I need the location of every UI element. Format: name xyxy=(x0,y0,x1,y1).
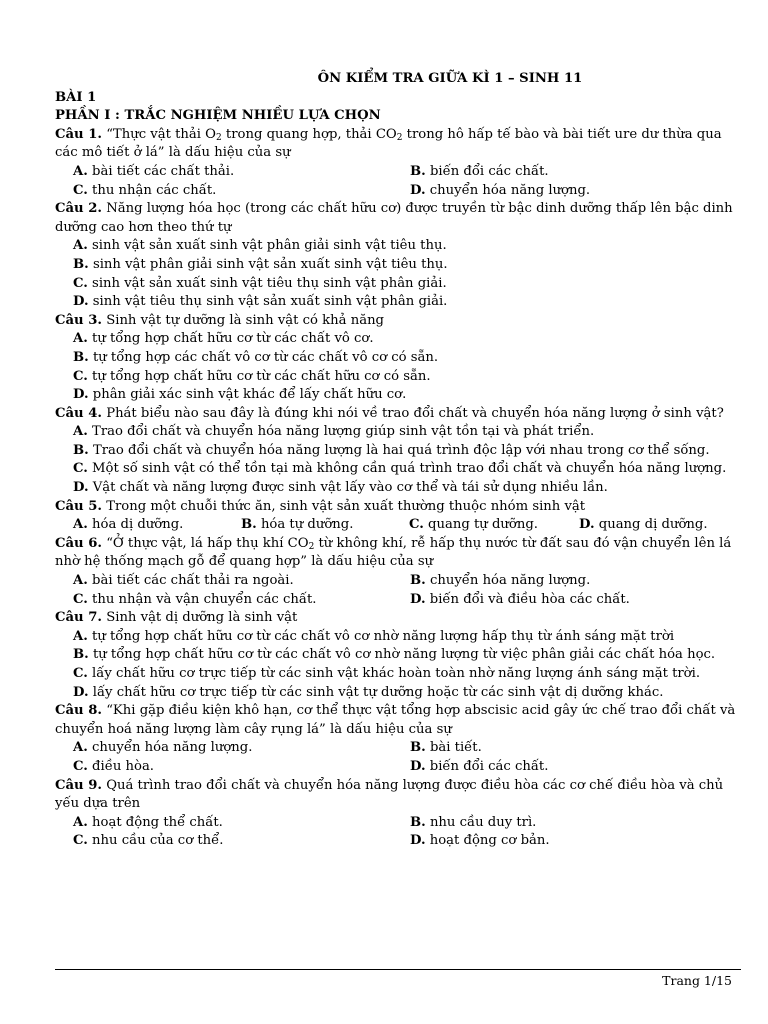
option-label: A. xyxy=(73,628,88,644)
option-label: A. xyxy=(73,238,88,254)
option-label: C. xyxy=(409,517,424,533)
option-label: A. xyxy=(73,163,88,179)
option-c[interactable] xyxy=(55,460,745,479)
option-a[interactable] xyxy=(73,739,410,758)
option-text: nhu cầu duy trì. xyxy=(425,814,537,830)
option-d[interactable] xyxy=(410,591,747,610)
option-text: tự tổng hợp chất hữu cơ từ các chất vô cơ nhờ năng lượng từ việc phân giải các chất hóa học. xyxy=(88,647,716,663)
option-text: hoạt động cơ bản. xyxy=(425,833,550,849)
option-b[interactable] xyxy=(410,814,747,833)
option-c[interactable] xyxy=(73,182,410,201)
question-label: Câu 8. xyxy=(55,703,102,719)
option-a[interactable] xyxy=(55,237,745,256)
option-label: D. xyxy=(73,294,89,310)
lesson-heading: BÀI 1 xyxy=(55,89,97,105)
question-stem: trong hô hấp tế bào và bài tiết ure dư thừa qua các mô tiết ở lá” là dấu hiệu của sự xyxy=(55,126,722,161)
option-c[interactable] xyxy=(55,368,745,387)
option-label: B. xyxy=(410,163,426,179)
option-text: tự tổng hợp chất hữu cơ từ các chất vô cơ. xyxy=(87,331,374,347)
option-text: chuyển hóa năng lượng. xyxy=(425,182,591,198)
question-stem: “Thực vật thải O xyxy=(102,126,216,142)
footer-divider xyxy=(55,969,741,970)
option-text: thu nhận các chất. xyxy=(87,182,217,198)
option-text: biến đổi và điều hòa các chất. xyxy=(425,591,630,607)
document-body xyxy=(55,70,745,851)
option-label: B. xyxy=(73,647,89,663)
option-text: sinh vật sản xuất sinh vật tiêu thụ sinh vật phân giải. xyxy=(87,275,447,291)
option-label: A. xyxy=(73,740,88,756)
option-c[interactable] xyxy=(73,591,410,610)
question-9 xyxy=(55,777,745,814)
question-stem: trong quang hợp, thải CO xyxy=(221,126,397,142)
option-label: B. xyxy=(73,442,89,458)
option-a[interactable] xyxy=(55,330,745,349)
question-stem: từ không khí, rễ hấp thụ nước từ đất sau đó vận chuyển lên lá nhờ hệ thống mạch gỗ để quang hợp” là dấu hiệu của sự xyxy=(55,535,732,570)
option-label: D. xyxy=(73,684,89,700)
option-text: lấy chất hữu cơ trực tiếp từ các sinh vật khác hoàn toàn nhờ năng lượng ánh sáng mặt trời. xyxy=(87,666,701,681)
option-a[interactable] xyxy=(73,572,410,591)
option-text: Trao đổi chất và chuyển hóa năng lượng giúp sinh vật tồn tại và phát triển. xyxy=(87,424,595,440)
option-b[interactable] xyxy=(241,516,409,535)
option-label: A. xyxy=(73,573,88,589)
option-text: bài tiết. xyxy=(425,740,482,756)
option-label: D. xyxy=(410,591,426,607)
option-d[interactable] xyxy=(55,684,745,703)
option-label: A. xyxy=(73,814,88,830)
option-text: hoạt động thể chất. xyxy=(87,814,223,830)
option-label: C. xyxy=(73,591,88,607)
options-grid xyxy=(55,739,745,776)
option-d[interactable] xyxy=(579,516,749,535)
option-label: B. xyxy=(410,573,426,589)
option-text: tự tổng hợp chất hữu cơ từ các chất hữu cơ có sẵn. xyxy=(87,368,431,384)
option-text: biến đổi các chất. xyxy=(425,163,549,179)
option-label: D. xyxy=(410,182,426,198)
option-b[interactable] xyxy=(55,349,745,368)
option-d[interactable] xyxy=(55,479,745,498)
question-label: Câu 6. xyxy=(55,535,102,551)
options-grid xyxy=(55,814,745,851)
page-number: Trang 1/15 xyxy=(662,973,732,988)
question-2 xyxy=(55,200,745,237)
option-a[interactable] xyxy=(73,814,410,833)
question-label: Câu 1. xyxy=(55,126,102,142)
option-label: C. xyxy=(73,461,88,477)
option-b[interactable] xyxy=(410,739,747,758)
option-text: Trao đổi chất và chuyển hóa năng lượng là hai quá trình độc lập với nhau trong cơ thể sống. xyxy=(88,442,710,458)
option-text: chuyển hóa năng lượng. xyxy=(425,573,591,589)
option-d[interactable] xyxy=(410,182,747,201)
question-stem: Sinh vật dị dưỡng là sinh vật xyxy=(102,610,298,626)
option-c[interactable] xyxy=(55,665,745,684)
option-text: điều hòa. xyxy=(87,758,154,774)
question-label: Câu 9. xyxy=(55,777,102,793)
option-text: tự tổng hợp các chất vô cơ từ các chất vô cơ có sẵn. xyxy=(88,349,439,365)
option-text: hóa dị dưỡng. xyxy=(87,517,184,533)
question-label: Câu 5. xyxy=(55,498,102,514)
option-b[interactable] xyxy=(410,163,747,182)
option-label: A. xyxy=(73,331,88,347)
question-stem: Trong một chuỗi thức ăn, sinh vật sản xuất thường thuộc nhóm sinh vật xyxy=(102,498,586,514)
question-1 xyxy=(55,126,745,163)
option-text: nhu cầu của cơ thể. xyxy=(87,833,224,849)
option-text: biến đổi các chất. xyxy=(425,758,549,774)
question-5 xyxy=(55,498,745,517)
option-c[interactable] xyxy=(409,516,579,535)
option-text: hóa tự dưỡng. xyxy=(256,517,354,533)
option-text: quang dị dưỡng. xyxy=(594,517,708,533)
option-a[interactable] xyxy=(55,628,745,647)
option-label: D. xyxy=(579,517,595,533)
option-label: B. xyxy=(73,349,89,365)
option-text: sinh vật sản xuất sinh vật phân giải sinh vật tiêu thụ. xyxy=(87,238,447,254)
option-b[interactable] xyxy=(410,572,747,591)
option-text: bài tiết các chất thải. xyxy=(87,163,235,179)
option-label: C. xyxy=(73,275,88,291)
option-d[interactable] xyxy=(55,386,745,405)
question-stem: Sinh vật tự dưỡng là sinh vật có khả năng xyxy=(102,312,384,328)
option-label: B. xyxy=(73,256,89,272)
option-d[interactable] xyxy=(410,758,747,777)
options-grid xyxy=(55,572,745,609)
option-label: D. xyxy=(73,480,89,496)
option-label: C. xyxy=(73,666,88,681)
option-a[interactable] xyxy=(55,423,745,442)
question-8 xyxy=(55,702,745,739)
subscript: 2 xyxy=(308,541,315,552)
question-stem: Phát biểu nào sau đây là đúng khi nói về trao đổi chất và chuyển hóa năng lượng ở sinh vật? xyxy=(102,405,724,421)
option-text: phân giải xác sinh vật khác để lấy chất hữu cơ. xyxy=(88,387,407,403)
option-text: bài tiết các chất thải ra ngoài. xyxy=(87,573,294,589)
option-label: C. xyxy=(73,182,88,198)
options-grid xyxy=(55,516,745,535)
option-d[interactable] xyxy=(55,293,745,312)
option-text: sinh vật tiêu thụ sinh vật sản xuất sinh vật phân giải. xyxy=(88,294,448,310)
section-heading: PHẦN I : TRẮC NGHIỆM NHIỀU LỰA CHỌN xyxy=(55,108,381,124)
option-b[interactable] xyxy=(55,442,745,461)
question-stem: “Ở thực vật, lá hấp thụ khí CO xyxy=(102,535,309,551)
option-a[interactable] xyxy=(73,516,241,535)
option-label: B. xyxy=(241,517,257,533)
option-label: B. xyxy=(410,814,426,830)
option-text: quang tự dưỡng. xyxy=(423,517,538,533)
question-label: Câu 7. xyxy=(55,610,102,626)
option-a[interactable] xyxy=(73,163,410,182)
subscript: 2 xyxy=(396,132,403,143)
option-text: lấy chất hữu cơ trực tiếp từ các sinh vật tự dưỡng hoặc từ các sinh vật dị dưỡng khác. xyxy=(88,684,664,700)
option-label: B. xyxy=(410,740,426,756)
option-label: C. xyxy=(73,368,88,384)
option-d[interactable] xyxy=(410,832,747,851)
question-6 xyxy=(55,535,745,572)
question-7 xyxy=(55,609,745,628)
option-label: D. xyxy=(410,758,426,774)
question-3 xyxy=(55,312,745,331)
subscript: 2 xyxy=(215,132,222,143)
option-b[interactable] xyxy=(55,646,745,665)
option-c[interactable] xyxy=(55,275,745,294)
option-text: tự tổng hợp chất hữu cơ từ các chất vô cơ nhờ năng lượng hấp thụ từ ánh sáng mặt trời xyxy=(87,628,675,644)
option-c[interactable] xyxy=(73,832,410,851)
option-label: C. xyxy=(73,833,88,849)
option-c[interactable] xyxy=(73,758,410,777)
question-stem: Năng lượng hóa học (trong các chất hữu cơ) được truyền từ bậc dinh dưỡng thấp lên bậc dinh dưỡng cao hơn theo thứ tự xyxy=(55,201,733,235)
options-grid xyxy=(55,163,745,200)
question-stem: Quá trình trao đổi chất và chuyển hóa năng lượng được điều hòa các cơ chế điều hòa và chủ yếu dựa trên xyxy=(55,777,724,812)
option-label: A. xyxy=(73,424,88,440)
option-text: sinh vật phân giải sinh vật sản xuất sinh vật tiêu thụ. xyxy=(88,256,448,272)
option-text: Vật chất và năng lượng được sinh vật lấy vào cơ thể và tái sử dụng nhiều lần. xyxy=(88,480,608,496)
option-label: D. xyxy=(73,387,89,403)
question-stem: “Khi gặp điều kiện khô hạn, cơ thể thực vật tổng hợp abscisic acid gây ức chế trao đổi chất và chuyển hoá năng lượng làm cây rụng lá” là dấu hiệu của sự xyxy=(55,703,736,737)
option-label: C. xyxy=(73,758,88,774)
option-text: thu nhận và vận chuyển các chất. xyxy=(87,591,317,607)
question-label: Câu 3. xyxy=(55,312,102,328)
question-label: Câu 4. xyxy=(55,405,102,421)
document-title: ÔN KIỂM TRA GIỮA KÌ 1 – SINH 11 xyxy=(317,71,583,86)
option-label: A. xyxy=(73,517,88,533)
option-text: Một số sinh vật có thể tồn tại mà không cần quá trình trao đổi chất và chuyển hóa năng lượng. xyxy=(87,461,727,477)
option-b[interactable] xyxy=(55,256,745,275)
option-text: chuyển hóa năng lượng. xyxy=(87,740,253,756)
option-label: D. xyxy=(410,833,426,849)
question-4 xyxy=(55,405,745,424)
question-label: Câu 2. xyxy=(55,201,102,217)
